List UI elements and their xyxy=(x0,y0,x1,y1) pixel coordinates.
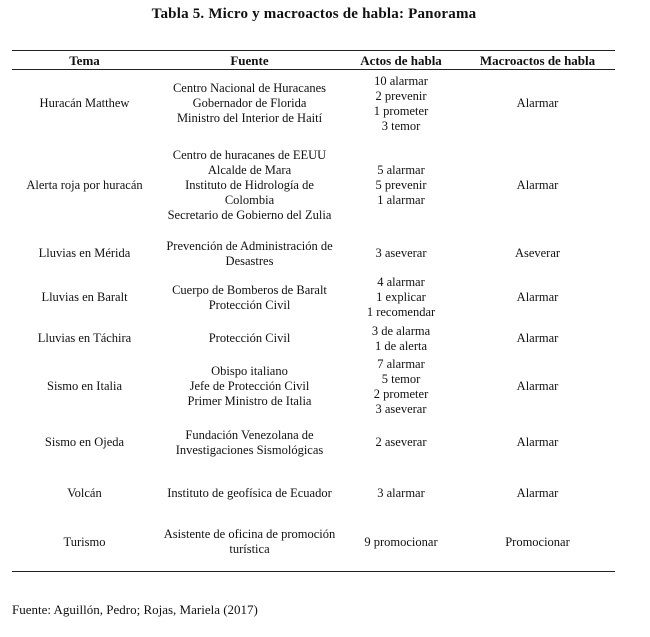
fuente-line: Fundación Venezolana de Investigaciones Sismológicas xyxy=(175,427,324,457)
cell-tema: Lluvias en Baralt xyxy=(41,290,128,304)
fuente-line: Instituto de geofísica de Ecuador xyxy=(167,486,332,500)
fuente-line: Centro de huracanes de EEUU xyxy=(172,148,327,162)
fuente-line: Centro Nacional de Huracanes xyxy=(172,81,327,96)
table-row xyxy=(12,274,615,322)
cell-actos xyxy=(342,520,460,572)
fuente-line: Instituto de Hidrología de Colombia xyxy=(185,178,314,207)
cell-actos xyxy=(342,234,460,274)
table-row xyxy=(12,322,615,356)
fuente-line: Jefe de Protección Civil xyxy=(189,379,310,393)
cell-tema: Volcán xyxy=(67,486,102,500)
cell-fuente xyxy=(157,356,342,418)
table-title: Tabla 5. Micro y macroactos de habla: Panorama xyxy=(151,6,477,22)
cell-fuente xyxy=(157,322,342,356)
cell-tema: Sismo en Italia xyxy=(47,379,122,393)
acto-line: 1 alarmar xyxy=(377,193,425,207)
cell-macroacto: Promocionar xyxy=(460,520,615,572)
speech-acts-table xyxy=(12,50,615,572)
cell-fuente xyxy=(157,418,342,468)
table-row xyxy=(12,468,615,520)
table-row xyxy=(12,356,615,418)
acto-line: 4 alarmar xyxy=(377,275,425,289)
fuente-line: Secretario de Gobierno del Zulia xyxy=(167,208,332,222)
cell-fuente xyxy=(157,234,342,274)
fuente-line: Prevención de Administración de Desastres xyxy=(166,238,333,268)
header-macroactos: Macroactos de habla xyxy=(460,51,615,70)
acto-line: 5 temor xyxy=(381,371,421,386)
acto-line: 7 alarmar xyxy=(377,356,425,371)
acto-line: 3 temor xyxy=(381,118,421,133)
cell-actos xyxy=(342,418,460,468)
fuente-line: Ministro del Interior de Haití xyxy=(176,111,323,126)
fuente-line: Alcalde de Mara xyxy=(207,163,292,177)
cell-tema: Lluvias en Mérida xyxy=(38,246,131,260)
acto-line: 2 prometer xyxy=(373,386,429,401)
header-actos: Actos de habla xyxy=(342,51,460,70)
table-row xyxy=(12,70,615,138)
fuente-line: Obispo italiano xyxy=(211,364,288,378)
table-header xyxy=(12,51,615,70)
acto-line: 3 de alarma xyxy=(371,323,431,338)
cell-fuente xyxy=(157,138,342,234)
cell-tema: Alerta roja por huracán xyxy=(26,178,143,192)
acto-line: 5 prevenir xyxy=(375,178,427,192)
acto-line: 2 prevenir xyxy=(375,88,427,103)
cell-actos xyxy=(342,356,460,418)
table-row xyxy=(12,138,615,234)
cell-macroacto: Alarmar xyxy=(516,435,559,449)
cell-fuente xyxy=(157,520,342,572)
cell-tema: Sismo en Ojeda xyxy=(44,435,125,449)
fuente-line: Cuerpo de Bomberos de Baralt xyxy=(172,282,327,297)
cell-actos xyxy=(342,138,460,234)
cell-actos xyxy=(342,468,460,520)
table-body xyxy=(12,70,615,572)
cell-tema: Turismo xyxy=(12,520,157,572)
acto-line: 1 de alerta xyxy=(374,338,428,353)
cell-macroacto: Alarmar xyxy=(516,96,559,111)
header-tema: Tema xyxy=(12,51,157,70)
cell-fuente xyxy=(157,70,342,138)
fuente-line: Gobernador de Florida xyxy=(192,96,307,111)
cell-macroacto: Alarmar xyxy=(516,331,559,345)
acto-line: 2 aseverar xyxy=(375,435,427,449)
fuente-line: Protección Civil xyxy=(208,297,291,312)
cell-fuente xyxy=(157,274,342,322)
cell-macroacto: Alarmar xyxy=(516,290,559,304)
acto-line: 10 alarmar xyxy=(374,73,428,88)
acto-line: 1 explicar xyxy=(376,290,426,304)
cell-actos xyxy=(342,322,460,356)
cell-fuente xyxy=(157,468,342,520)
acto-line: 3 alarmar xyxy=(377,486,425,500)
acto-line: 3 aseverar xyxy=(375,401,427,416)
acto-line: 9 promocionar xyxy=(364,534,438,549)
fuente-line: Protección Civil xyxy=(208,331,291,345)
cell-tema: Huracán Matthew xyxy=(39,96,130,111)
cell-macroacto: Alarmar xyxy=(516,379,559,393)
cell-macroacto: Alarmar xyxy=(516,486,559,500)
fuente-line: Asistente de oficina de promoción turística xyxy=(163,527,336,557)
cell-actos xyxy=(342,70,460,138)
header-fuente: Fuente xyxy=(157,51,342,70)
acto-line: 3 aseverar xyxy=(375,246,427,260)
table-row xyxy=(12,234,615,274)
cell-macroacto: Aseverar xyxy=(514,246,561,260)
table-row xyxy=(12,418,615,468)
cell-tema: Lluvias en Táchira xyxy=(37,331,132,345)
cell-macroacto: Alarmar xyxy=(516,178,559,192)
table-row xyxy=(12,520,615,572)
acto-line: 1 prometer xyxy=(373,103,429,118)
cell-actos xyxy=(342,274,460,322)
acto-line: 5 alarmar xyxy=(377,163,425,177)
source-note: Fuente: Aguillón, Pedro; Rojas, Mariela (2017) xyxy=(12,602,258,617)
acto-line: 1 recomendar xyxy=(366,305,436,319)
fuente-line: Primer Ministro de Italia xyxy=(187,394,312,408)
